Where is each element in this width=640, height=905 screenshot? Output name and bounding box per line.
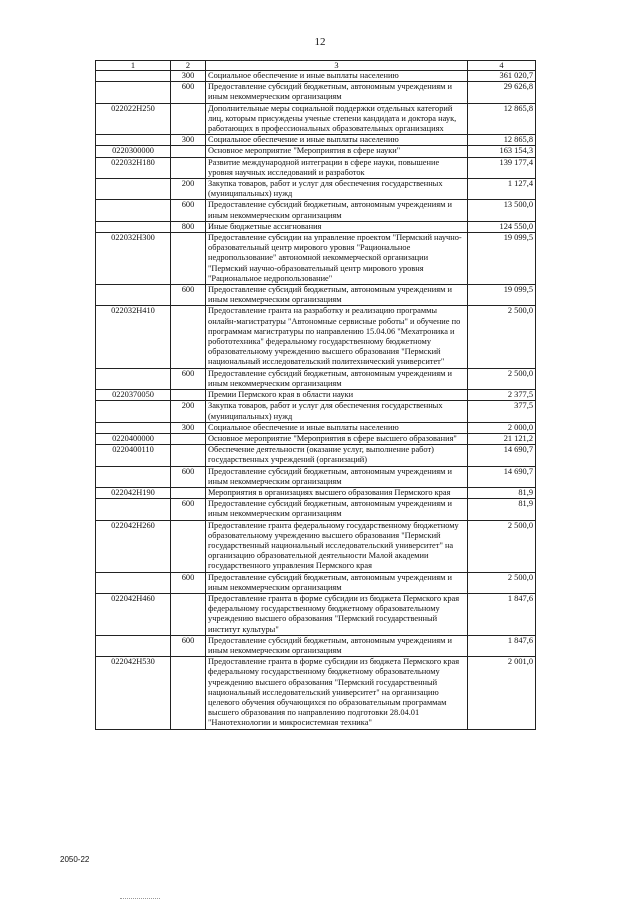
expense-type-cell	[171, 657, 206, 729]
table-row	[96, 520, 536, 572]
table-row	[96, 657, 536, 729]
table-row	[96, 433, 536, 444]
table-row	[96, 146, 536, 157]
amount-cell: 2 500,0	[468, 306, 536, 368]
budget-code-cell	[96, 200, 171, 221]
description-cell: Предоставление субсидий бюджетным, автономным учреждениям и иным некоммерческим организациям	[206, 466, 468, 487]
amount-cell: 2 377,5	[468, 390, 536, 401]
table-row	[96, 135, 536, 146]
budget-code-cell	[96, 179, 171, 200]
amount-cell: 2 000,0	[468, 422, 536, 433]
amount-cell: 14 690,7	[468, 466, 536, 487]
expense-type-cell	[171, 390, 206, 401]
table-row	[96, 466, 536, 487]
description-cell: Основное мероприятие "Мероприятия в сфере высшего образования"	[206, 433, 468, 444]
description-cell: Социальное обеспечение и иные выплаты населению	[206, 422, 468, 433]
budget-code-cell: 022022Н250	[96, 103, 171, 135]
budget-code-cell	[96, 368, 171, 389]
budget-code-cell: 022032Н410	[96, 306, 171, 368]
table-row	[96, 487, 536, 498]
table-row	[96, 306, 536, 368]
budget-code-cell	[96, 422, 171, 433]
expense-type-cell: 600	[171, 466, 206, 487]
table-row	[96, 103, 536, 135]
amount-cell: 377,5	[468, 401, 536, 422]
expense-type-cell	[171, 103, 206, 135]
amount-cell: 12 865,8	[468, 103, 536, 135]
amount-cell: 2 001,0	[468, 657, 536, 729]
table-row	[96, 285, 536, 306]
table-header	[96, 61, 536, 71]
budget-code-cell: 0220370050	[96, 390, 171, 401]
expense-type-cell	[171, 445, 206, 466]
amount-cell: 1 127,4	[468, 179, 536, 200]
amount-cell: 2 500,0	[468, 520, 536, 572]
amount-cell: 12 865,8	[468, 135, 536, 146]
amount-cell: 124 550,0	[468, 221, 536, 232]
description-cell: Закупка товаров, работ и услуг для обеспечения государственных (муниципальных) нужд	[206, 401, 468, 422]
document-code: 2050-22	[60, 855, 90, 864]
budget-code-cell: 022032Н180	[96, 157, 171, 178]
budget-code-cell: 0220400000	[96, 433, 171, 444]
budget-code-cell: 022042Н460	[96, 593, 171, 635]
budget-code-cell	[96, 135, 171, 146]
budget-table	[95, 60, 536, 730]
expense-type-cell	[171, 433, 206, 444]
description-cell: Предоставление гранта федеральному государственному бюджетному образовательному учреждению высшего образования "Пермский государственный национальный исследовательский университет" на организацию образовательной деятельности Малой академии государственного управления Пермского края	[206, 520, 468, 572]
budget-code-cell	[96, 71, 171, 82]
expense-type-cell: 300	[171, 422, 206, 433]
budget-code-cell	[96, 499, 171, 520]
amount-cell: 21 121,2	[468, 433, 536, 444]
budget-code-cell: 022042Н260	[96, 520, 171, 572]
expense-type-cell: 200	[171, 401, 206, 422]
expense-type-cell: 600	[171, 285, 206, 306]
description-cell: Предоставление гранта в форме субсидии из бюджета Пермского края федеральному государственному бюджетному образовательному учреждению высшего образования "Пермский государственный институт культуры"	[206, 593, 468, 635]
table-body	[96, 71, 536, 730]
description-cell: Предоставление субсидий бюджетным, автономным учреждениям и иным некоммерческим организациям	[206, 200, 468, 221]
amount-cell: 14 690,7	[468, 445, 536, 466]
description-cell: Дополнительные меры социальной поддержки отдельных категорий лиц, которым присуждены ученые степени кандидата и доктора наук, работающих в профессиональных образовательных организациях	[206, 103, 468, 135]
expense-type-cell: 600	[171, 572, 206, 593]
expense-type-cell	[171, 146, 206, 157]
description-cell: Предоставление субсидий бюджетным, автономным учреждениям и иным некоммерческим организациям	[206, 285, 468, 306]
expense-type-cell	[171, 593, 206, 635]
amount-cell: 29 626,8	[468, 82, 536, 103]
expense-type-cell: 300	[171, 71, 206, 82]
table-row	[96, 445, 536, 466]
column-header: 3	[206, 61, 468, 71]
expense-type-cell	[171, 306, 206, 368]
budget-code-cell	[96, 221, 171, 232]
budget-code-cell	[96, 285, 171, 306]
description-cell: Предоставление субсидий бюджетным, автономным учреждениям и иным некоммерческим организациям	[206, 82, 468, 103]
description-cell: Предоставление субсидий бюджетным, автономным учреждениям и иным некоммерческим организациям	[206, 572, 468, 593]
amount-cell: 19 099,5	[468, 285, 536, 306]
amount-cell: 13 500,0	[468, 200, 536, 221]
column-header: 1	[96, 61, 171, 71]
budget-code-cell	[96, 401, 171, 422]
description-cell: Обеспечение деятельности (оказание услуг, выполнение работ) государственных учреждений (организаций)	[206, 445, 468, 466]
table-row	[96, 233, 536, 285]
budget-code-cell: 022042Н190	[96, 487, 171, 498]
amount-cell: 1 847,6	[468, 635, 536, 656]
expense-type-cell: 600	[171, 368, 206, 389]
expense-type-cell: 600	[171, 82, 206, 103]
table-row	[96, 157, 536, 178]
description-cell: Основное мероприятие "Мероприятия в сфере науки"	[206, 146, 468, 157]
description-cell: Социальное обеспечение и иные выплаты населению	[206, 71, 468, 82]
description-cell: Предоставление гранта в форме субсидии из бюджета Пермского края федеральному государственному бюджетному образовательному учреждению высшего образования "Пермский государственный национальный исследовательский университет" на организацию целевого обучения обучающихся по образовательным программам высшего образования по направлению подготовки 28.04.01 "Нанотехнологии и микросистемная техника"	[206, 657, 468, 729]
table-row	[96, 390, 536, 401]
description-cell: Предоставление субсидий бюджетным, автономным учреждениям и иным некоммерческим организациям	[206, 499, 468, 520]
description-cell: Премии Пермского края в области науки	[206, 390, 468, 401]
expense-type-cell: 800	[171, 221, 206, 232]
table-row	[96, 593, 536, 635]
amount-cell: 139 177,4	[468, 157, 536, 178]
expense-type-cell	[171, 233, 206, 285]
amount-cell: 19 099,5	[468, 233, 536, 285]
amount-cell: 1 847,6	[468, 593, 536, 635]
expense-type-cell	[171, 157, 206, 178]
budget-code-cell: 022042Н530	[96, 657, 171, 729]
table-row	[96, 422, 536, 433]
description-cell: Развитие международной интеграции в сфере науки, повышение уровня научных исследований и разработок	[206, 157, 468, 178]
description-cell: Предоставление гранта на разработку и реализацию программы онлайн-магистратуры "Автономные сервисные роботы" и обучение по программам магистратуры по направлению 15.04.06 "Мехатроника и робототехника" федеральному государственному бюджетному образовательному учреждению высшего образования "Пермский национальный исследовательский политехнический университет"	[206, 306, 468, 368]
budget-code-cell	[96, 635, 171, 656]
expense-type-cell	[171, 487, 206, 498]
table-row	[96, 368, 536, 389]
description-cell: Предоставление субсидий бюджетным, автономным учреждениям и иным некоммерческим организациям	[206, 635, 468, 656]
expense-type-cell: 300	[171, 135, 206, 146]
expense-type-cell: 600	[171, 499, 206, 520]
amount-cell: 81,9	[468, 499, 536, 520]
description-cell: Предоставление субсидии на управление проектом "Пермский научно-образовательный центр мирового уровня "Рациональное недропользование" автономной некоммерческой организации "Пермский научно-образовательный центр мирового уровня "Рациональное недропользование"	[206, 233, 468, 285]
table-row	[96, 71, 536, 82]
column-header: 2	[171, 61, 206, 71]
budget-code-cell: 022032Н300	[96, 233, 171, 285]
expense-type-cell: 600	[171, 200, 206, 221]
description-cell: Социальное обеспечение и иные выплаты населению	[206, 135, 468, 146]
budget-code-cell: 0220300000	[96, 146, 171, 157]
table-row	[96, 200, 536, 221]
page-number: 12	[314, 36, 326, 48]
expense-type-cell	[171, 520, 206, 572]
budget-code-cell	[96, 82, 171, 103]
budget-code-cell: 0220400110	[96, 445, 171, 466]
table-row	[96, 635, 536, 656]
budget-code-cell	[96, 466, 171, 487]
amount-cell: 361 020,7	[468, 71, 536, 82]
amount-cell: 2 500,0	[468, 572, 536, 593]
table-row	[96, 221, 536, 232]
amount-cell: 2 500,0	[468, 368, 536, 389]
description-cell: Закупка товаров, работ и услуг для обеспечения государственных (муниципальных) нужд	[206, 179, 468, 200]
description-cell: Предоставление субсидий бюджетным, автономным учреждениям и иным некоммерческим организациям	[206, 368, 468, 389]
budget-code-cell	[96, 572, 171, 593]
table-row	[96, 499, 536, 520]
scan-artifact	[120, 898, 160, 900]
description-cell: Мероприятия в организациях высшего образования Пермского края	[206, 487, 468, 498]
amount-cell: 81,9	[468, 487, 536, 498]
expense-type-cell: 200	[171, 179, 206, 200]
description-cell: Иные бюджетные ассигнования	[206, 221, 468, 232]
table-row	[96, 179, 536, 200]
column-header: 4	[468, 61, 536, 71]
expense-type-cell: 600	[171, 635, 206, 656]
table-row	[96, 401, 536, 422]
amount-cell: 163 154,3	[468, 146, 536, 157]
table-row	[96, 82, 536, 103]
table-row	[96, 572, 536, 593]
